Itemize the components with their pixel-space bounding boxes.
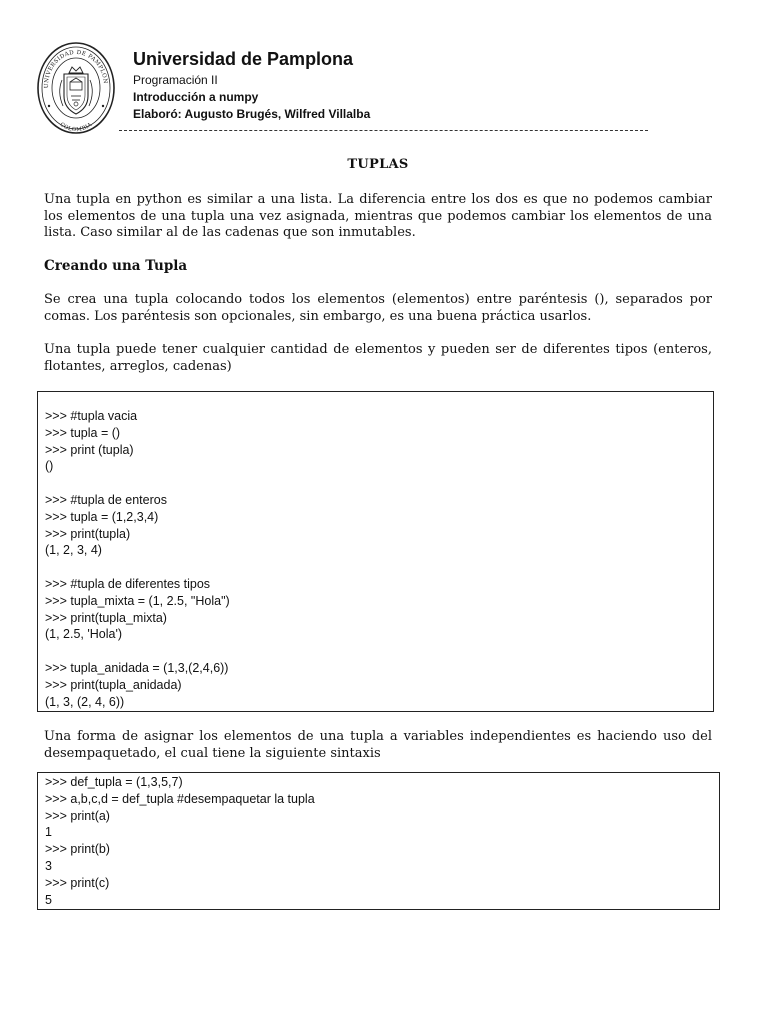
course-name: Programación II [133,73,218,87]
code-line: (1, 3, (2, 4, 6)) [45,694,125,709]
code-line: >>> print(a) [45,808,110,823]
topic-name: Introducción a numpy [133,90,259,104]
code-line: >>> def_tupla = (1,3,5,7) [45,775,183,789]
author-line: Elaboró: Augusto Brugés, Wilfred Villalba [133,107,371,121]
types-paragraph: Una tupla puede tener cualquier cantidad de elementos y pueden ser de diferentes tipos (enteros, flotantes, arreglos, cadenas) [44,342,712,374]
code-line: >>> print(tupla) [45,526,131,541]
code-line: >>> print(b) [45,842,110,857]
section-heading: Creando una Tupla [44,258,188,274]
code-line: >>> #tupla de diferentes tipos [45,576,211,591]
university-seal-logo [36,40,116,136]
code-line: >>> tupla = (1,2,3,4) [45,509,159,524]
code-block-2 [37,772,720,910]
unpack-paragraph: Una forma de asignar los elementos de una tupla a variables independientes es haciendo uso del desempaquetado, el cual tiene la siguiente sintaxis [44,729,712,761]
code-line: >>> #tupla de enteros [45,492,167,507]
code-line: (1, 2.5, 'Hola') [45,627,123,642]
header-divider [119,130,648,131]
code-blank-line [45,643,713,660]
code-line: () [45,459,54,474]
code-line: 3 [45,858,52,873]
code-line: >>> print(tupla_mixta) [45,610,167,625]
code-line: >>> print(c) [45,875,110,890]
seal-bottom-text: COLOMBIA [58,121,94,134]
code-line: >>> print(tupla_anidada) [45,677,182,692]
code-line: >>> tupla_mixta = (1, 2.5, "Hola") [45,593,230,608]
code-block-1 [37,391,714,712]
code-line: >>> tupla_anidada = (1,3,(2,4,6)) [45,660,229,675]
seal-icon [36,40,116,136]
page-title: TUPLAS [347,157,409,172]
seal-top-text: UNIVERSIDAD DE PAMPLON [43,49,108,89]
code-line: 1 [45,825,52,840]
code-blank-line [45,559,713,576]
university-name: Universidad de Pamplona [133,49,354,69]
intro-paragraph: Una tupla en python es similar a una lista. La diferencia entre los dos es que no podemos cambiar los elementos de una tupla una vez asignada, mientras que podemos cambiar los elementos de una lista. Caso similar al de las cadenas que son inmutables. [44,192,712,240]
code-line: >>> print (tupla) [45,442,134,457]
code-line: (1, 2, 3, 4) [45,543,102,558]
document-header [0,0,768,145]
code-line: >>> a,b,c,d = def_tupla #desempaquetar la tupla [45,791,315,806]
create-paragraph: Se crea una tupla colocando todos los elementos (elementos) entre paréntesis (), separados por comas. Los paréntesis son opcionales, sin embargo, es una buena práctica usarlos. [44,292,712,324]
code-line: 5 [45,892,52,907]
code-line: >>> #tupla vacia [45,409,138,423]
code-line: >>> tupla = () [45,425,121,440]
header-text-block [133,46,370,123]
code-blank-line [45,475,713,492]
